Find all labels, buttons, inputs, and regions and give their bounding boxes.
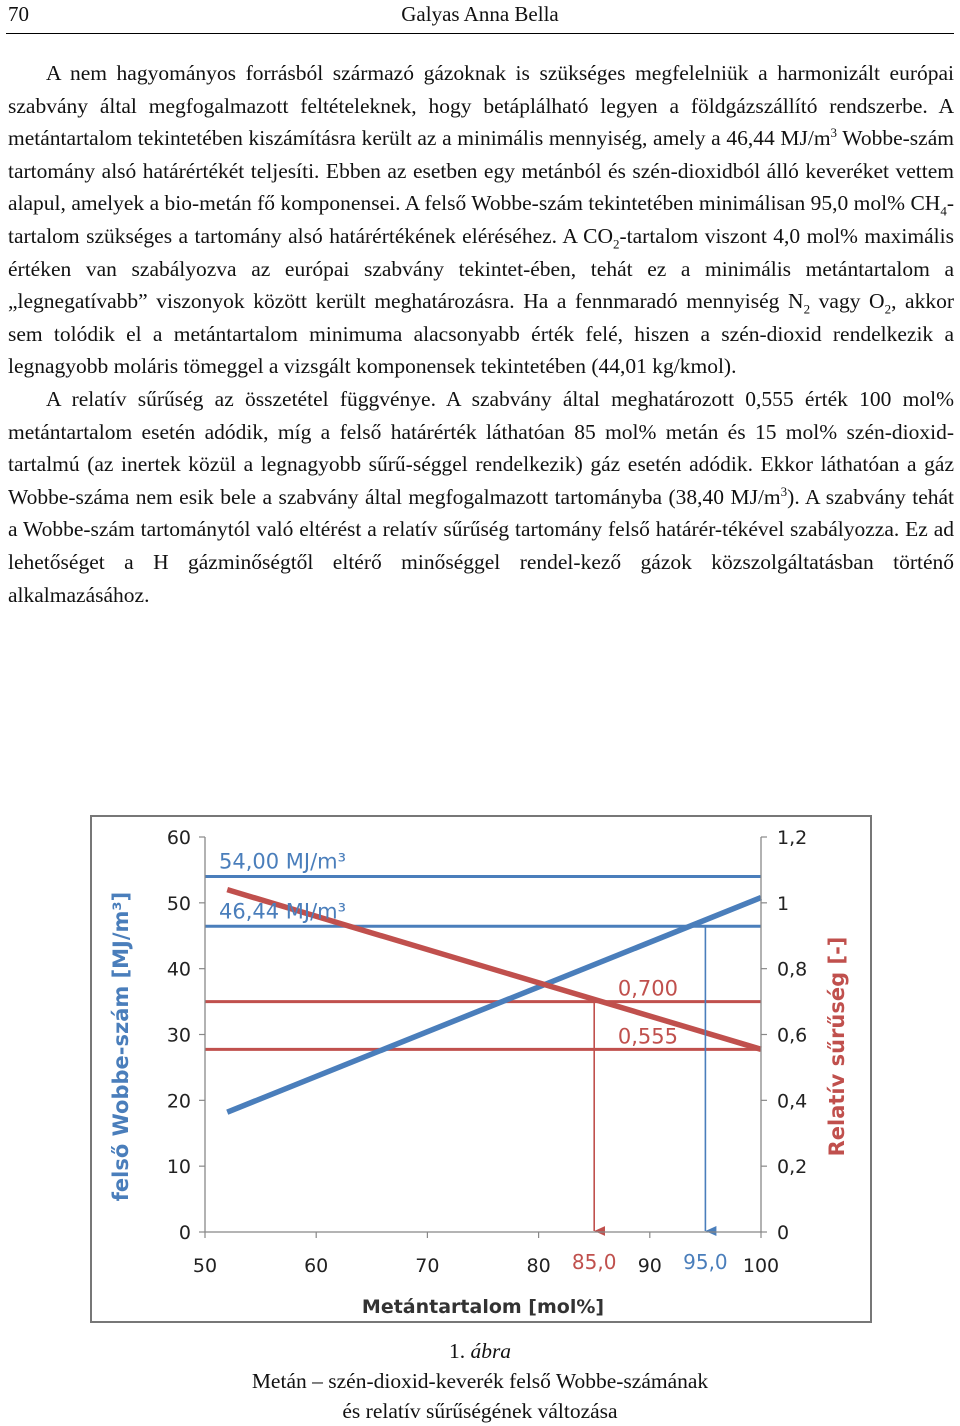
caption-number: 1. (448, 1339, 466, 1363)
y-tick-label: 50 (166, 892, 191, 915)
reference-line-label: 46,44 MJ/m³ (219, 899, 347, 924)
p1-text-b: Wobbe-szám tartomány alsó határértékét teljesíti. Ebben az esetben egy metánból és szén-dioxidból álló keveréket vettem alapul, amelyek a bio-metán fő komponensei. A felső Wobbe-szám tekintetében minimálisan 95,0 mol% CH (8, 126, 954, 216)
paragraph-1 (8, 57, 954, 383)
header-rule (6, 33, 954, 34)
caption-line-2: és relatív sűrűségének változása (342, 1399, 618, 1423)
subscript: 4 (940, 203, 947, 219)
y-tick-label: 30 (166, 1024, 191, 1047)
subscript: 2 (803, 301, 811, 317)
reference-line-label: 0,555 (617, 1024, 678, 1049)
marker-value-label: 85,0 (571, 1250, 617, 1274)
y2-tick-label: 0,8 (777, 958, 808, 981)
y2-tick-label: 0,6 (777, 1024, 808, 1047)
p1-text-d: -tartalom viszont 4,0 mol% maximális értéken van szabályozva az európai szabvány tekintet-ében, tehát ez a minimális metántartalom a „legnegatívabb” viszonyok között került meghatározásra. Ha a fennmaradó mennyiség N (8, 223, 954, 314)
subscript: 2 (612, 236, 620, 252)
y2-tick-label: 0 (777, 1222, 790, 1244)
y-tick-label: 40 (166, 958, 191, 981)
y2-tick-label: 1,2 (777, 827, 808, 849)
x-tick-label: 90 (637, 1255, 662, 1277)
x-tick-label: 100 (742, 1255, 780, 1277)
y2-tick-label: 1 (777, 892, 790, 915)
y-tick-label: 10 (166, 1156, 191, 1179)
caption-title (0, 1336, 960, 1366)
page-header (0, 0, 960, 34)
caption-line-1: Metán – szén-dioxid-keverék felső Wobbe-számának (251, 1369, 709, 1393)
superscript: 3 (830, 125, 838, 141)
y-tick-label: 0 (178, 1222, 191, 1244)
y-tick-label: 20 (166, 1090, 191, 1113)
superscript: 3 (780, 483, 788, 499)
wobbe-series-line (227, 898, 761, 1113)
p1-text-f: , akkor sem tolódik el a metántartalom minimuma alacsonyabb érték felé, hiszen a szén-dioxid rendelkezik a legnagyobb moláris tömeggel a vizsgált komponensek tekintetében (44,01 kg/kmol). (8, 289, 955, 379)
y-tick-label: 60 (166, 827, 191, 849)
body-text (8, 57, 954, 611)
y-axis-title: felső Wobbe-szám [MJ/m³] (109, 891, 133, 1202)
p2-text-b: ). A szabvány tehát a Wobbe-szám tartománytól való eltérést a relatív sűrűség tartomány felső határér-tékével szabályozza. Ez ad lehetőséget a H gázminőségtől eltérő minőséggel rendel-kező gázok közszolgáltatásban történő alkalmazásához. (8, 484, 955, 607)
x-tick-label: 80 (526, 1255, 551, 1277)
marker-value-label: 95,0 (683, 1250, 728, 1274)
x-axis-title: Metántartalom [mol%] (361, 1296, 605, 1318)
y2-tick-label: 0,4 (777, 1090, 808, 1113)
page-number: 70 (8, 2, 29, 26)
p2-text-a: A relatív sűrűség az összetétel függvénye. A szabvány által meghatározott 0,555 érték 100 mol% metántartalom esetén adódik, míg a felső határérték láthatóan 85 mol% metán és 15 mol% szén-dioxid-tartalmú (az inertek közül a legnagyobb sűrű-séggel rendelkezik) gáz esetén adódik. Ekkor láthatóan a gáz Wobbe-száma nem esik bele a szabvány által megfogalmazott tartományba (38,40 MJ/m (8, 386, 954, 509)
p1-text-a: A nem hagyományos forrásból származó gázoknak is szükséges megfelelniük a harmonizált európai szabvány által megfogalmazott feltételeknek, hogy betáplálható legyen a földgázszállító rendszerbe. A metántartalom tekintetében kiszámításra került az a minimális mennyiség, amely a 46,44 MJ/m (8, 61, 954, 151)
x-tick-label: 60 (304, 1255, 329, 1277)
running-head: Galyas Anna Bella (401, 2, 559, 26)
y2-axis-title: Relatív sűrűség [-] (825, 936, 849, 1157)
x-tick-label: 70 (415, 1255, 440, 1277)
x-tick-label: 50 (192, 1255, 218, 1277)
p1-text-e: vagy O (810, 289, 885, 314)
reference-line-label: 0,700 (617, 976, 678, 1001)
caption-label: ábra (470, 1339, 512, 1363)
y2-tick-label: 0,2 (777, 1156, 808, 1179)
paragraph-2 (8, 383, 954, 611)
p1-text-c: -tartalom szükséges a tartomány alsó határértékének eléréséhez. A CO (8, 191, 954, 248)
figure-caption (0, 1336, 960, 1426)
chart-svg (92, 817, 870, 1321)
figure-chart (90, 815, 872, 1323)
reference-line-label: 54,00 MJ/m³ (219, 849, 347, 874)
subscript: 2 (884, 301, 892, 317)
